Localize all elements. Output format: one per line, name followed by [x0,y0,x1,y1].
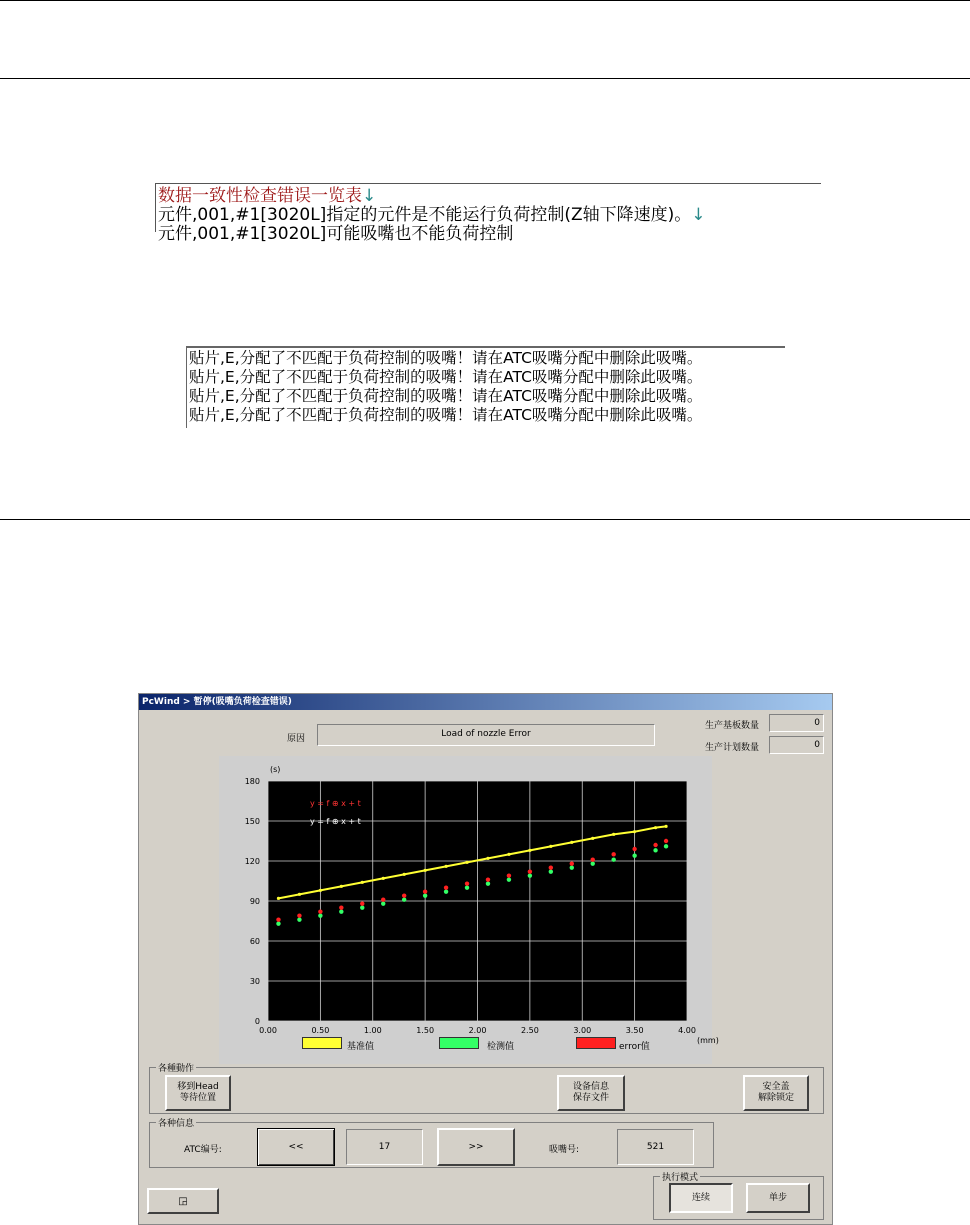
rule-3 [0,519,970,520]
rule-2 [0,78,970,79]
legend-label-error: error值 [619,1042,650,1052]
reference-point [340,885,343,888]
y-tick-label: 120 [244,857,260,866]
reference-point [319,889,322,892]
detected-point [570,865,574,869]
detected-point [297,917,301,921]
detected-point [611,857,615,861]
detected-point [632,853,636,857]
x-tick-label: 4.00 [678,1026,696,1035]
legend-label-reference: 基准值 [347,1042,375,1052]
reference-point [549,845,552,848]
move-head-button[interactable]: 移到Head 等待位置 [165,1075,231,1111]
error-point [549,865,553,869]
message-line: 贴片,E,分配了不匹配于负荷控制的吸嘴！请在ATC吸嘴分配中删除此吸嘴。 [189,368,703,386]
reference-point [633,830,636,833]
error-point [591,857,595,861]
error-point [339,905,343,909]
y-tick-label: 60 [249,937,260,946]
error-point [276,917,280,921]
actions-group [149,1064,824,1114]
message-line: 贴片,E,分配了不匹配于负荷控制的吸嘴！请在ATC吸嘴分配中删除此吸嘴。 [189,349,703,367]
reference-point [507,853,510,856]
message-line: 贴片,E,分配了不匹配于负荷控制的吸嘴！请在ATC吸嘴分配中删除此吸嘴。 [189,406,703,424]
error-line: 元件,001,#1[3020L]指定的元件是不能运行负荷控制(Z轴下降速度)。 [158,205,692,225]
y-tick-label: 180 [244,777,260,786]
error-point [653,843,657,847]
detected-point [549,869,553,873]
detected-point [465,885,469,889]
detected-point [444,889,448,893]
annotation-line: y = f ⊕ x + t [310,817,361,826]
error-point [423,889,427,893]
reference-point [486,857,489,860]
actions-group-title: 各種動作 [156,1061,196,1074]
x-tick-label: 3.00 [573,1026,592,1035]
detected-point [507,877,511,881]
step-mode-button[interactable]: 单步 [746,1183,810,1213]
x-tick-label: 1.00 [363,1026,382,1035]
error-point [381,897,385,901]
error-point [486,877,490,881]
x-tick-label: 0.00 [259,1026,277,1035]
restore-button[interactable] [147,1188,219,1214]
error-point [664,839,668,843]
error-point [611,852,615,856]
continuous-mode-button[interactable]: 连续 [669,1183,733,1213]
reference-point [654,826,657,829]
safety-cover-unlock-button[interactable]: 安全盖 解除锁定 [743,1075,809,1111]
prev-atc-button[interactable]: << [257,1128,335,1166]
detected-point [423,893,427,897]
reason-field: Load of nozzle Error [317,724,655,746]
return-mark: ↓ [691,205,706,225]
nozzle-label: 吸嘴号: [549,1145,580,1155]
y-tick-label: 0 [254,1017,260,1026]
production-boards-label: 生产基板数量 [705,721,760,731]
window-title[interactable]: PcWind > 暂停(吸嘴负荷检查错误) [139,694,832,710]
reference-point [424,869,427,872]
x-tick-label: 2.00 [468,1026,487,1035]
y-tick-label: 90 [249,897,260,906]
detected-point [528,873,532,877]
x-tick-label: 3.50 [625,1026,644,1035]
reference-point [277,897,280,900]
error-line-partial: 元件,001,#1[3020L]可能吸嘴也不能负荷控制 [158,224,514,244]
return-mark: ↓ [362,186,377,206]
error-point [318,909,322,913]
error-point [402,893,406,897]
atc-label: ATC编号: [184,1145,222,1155]
detected-point [318,913,322,917]
pause-dialog [138,693,833,1225]
error-point [297,913,301,917]
error-point [465,881,469,885]
y-tick-label: 150 [244,817,260,826]
consistency-error-list [155,183,821,244]
x-tick-label: 1.50 [416,1026,435,1035]
nozzle-number-field: 521 [617,1129,694,1165]
detected-point [339,909,343,913]
detected-point [402,897,406,901]
reference-point [528,849,531,852]
detected-point [381,901,385,905]
nozzle-assignment-messages [186,346,785,428]
reference-point [361,881,364,884]
save-info-button[interactable]: 设备信息 保存文件 [557,1075,625,1111]
error-point [570,861,574,865]
error-point [360,901,364,905]
reference-point [664,825,667,828]
x-tick-label: 0.50 [311,1026,330,1035]
list-title: 数据一致性检查错误一览表 [158,186,362,206]
production-plan-field: 0 [769,736,824,754]
info-group-title: 各种信息 [156,1116,196,1129]
production-boards-field: 0 [769,714,824,732]
production-plan-label: 生产计划数量 [705,743,760,753]
chart-area [219,756,719,1064]
execution-mode-title: 执行模式 [660,1170,700,1183]
message-line: 贴片,E,分配了不匹配于负荷控制的吸嘴！请在ATC吸嘴分配中删除此吸嘴。 [189,387,703,405]
x-tick-label: 2.50 [520,1026,539,1035]
detected-point [664,844,668,848]
next-atc-button[interactable]: >> [437,1128,515,1166]
legend-swatch-error [576,1037,616,1049]
y-tick-label: 30 [249,977,260,986]
error-point [507,873,511,877]
reference-point [591,837,594,840]
reason-label: 原因 [287,734,306,744]
reference-point [570,841,573,844]
error-point [528,869,532,873]
error-point [632,847,636,851]
legend-swatch-detected [439,1037,479,1049]
detected-point [653,848,657,852]
x-axis-unit: (mm) [697,1036,719,1045]
reference-point [444,865,447,868]
top-rule [0,0,970,1]
detected-point [276,921,280,925]
reference-point [298,893,301,896]
legend-swatch-reference [302,1037,342,1049]
detected-point [591,861,595,865]
restore-icon: ◲ [178,1195,188,1207]
y-axis-unit: (s) [270,765,281,774]
annotation-line: y = f ⊕ x + t [310,799,361,808]
reference-point [612,833,615,836]
atc-number-field: 17 [346,1129,423,1165]
error-point [444,885,448,889]
reference-point [382,877,385,880]
load-chart [219,756,719,1064]
legend-label-detected: 检测值 [487,1042,515,1052]
detected-point [486,881,490,885]
reference-point [403,873,406,876]
detected-point [360,905,364,909]
reference-point [465,861,468,864]
